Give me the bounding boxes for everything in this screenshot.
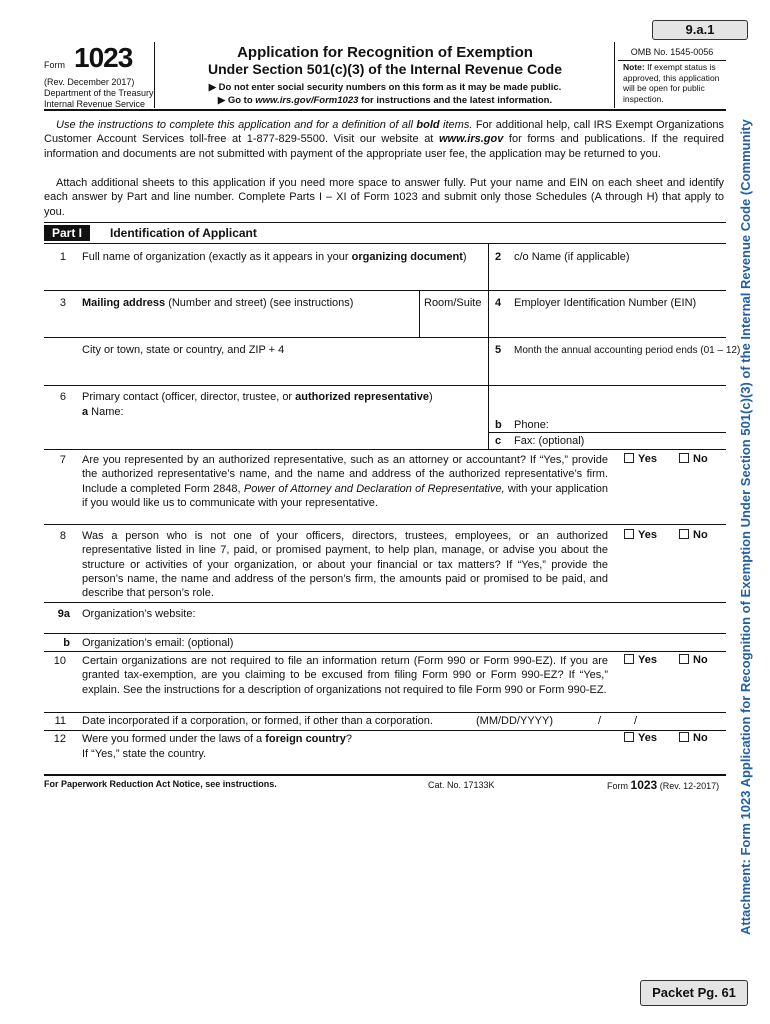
line-2-number: 2 — [495, 251, 502, 263]
line-6a-text: Name: — [88, 406, 124, 418]
intro-help-text: For additional help, call IRS Exempt Organizations Customer Account Services toll-free at 1-877-829-5500. Visit our website at — [44, 119, 724, 146]
form-revision: (Rev. December 2017) — [44, 77, 135, 87]
intro-paragraph-2: Attach additional sheets to this application if you need more space to answer fully. Put your name and EIN on each sheet and identify each answer by Part and line number. Complete Parts I – XI of Form 1023 and submit only those Schedules (A through H) that apply to you. — [44, 177, 724, 218]
line-2-label: c/o Name (if applicable) — [514, 251, 630, 263]
intro-italic-2: items. — [439, 119, 473, 131]
website-input[interactable] — [210, 605, 722, 631]
line-7-no-checkbox[interactable] — [679, 453, 689, 463]
line-1-text: Full name of organization (exactly as it appears in your — [82, 251, 352, 263]
line-7-text: Are you represented by an authorized representative, such as an attorney or accountant? If “Yes,” provide the authorized representative’s name, and the name and address of the authorized representative’s firm. Include a completed Form 2848, — [82, 454, 608, 495]
line-12-end: ? — [345, 733, 353, 745]
part-label: Part I — [44, 225, 90, 241]
line-8-number: 8 — [59, 530, 66, 542]
room-suite-input[interactable] — [422, 311, 486, 333]
line-9b-label: Organization’s email: (optional) — [82, 637, 234, 649]
line-1-number: 1 — [59, 251, 66, 263]
yes-label: Yes — [638, 453, 657, 465]
line-7-number: 7 — [59, 454, 66, 466]
omb-number: OMB No. 1545-0056 — [630, 47, 714, 57]
line-10-yes[interactable] — [624, 654, 657, 666]
line-8-no[interactable] — [679, 529, 708, 541]
footer-form-id — [607, 778, 719, 792]
line-6b-letter: b — [495, 419, 502, 431]
intro-paragraph-1 — [44, 118, 724, 161]
line-1-end: ) — [462, 251, 467, 263]
line-6c-letter: c — [495, 435, 502, 447]
form-number: 1023 — [74, 42, 133, 73]
line-1-label — [82, 250, 467, 264]
date-separator-1: / — [598, 715, 602, 727]
line-12-no[interactable] — [679, 732, 708, 744]
yes-label: Yes — [638, 654, 657, 666]
line-10-no-checkbox[interactable] — [679, 654, 689, 664]
intro-end-text: for forms and publications. If the required information and documents are not submitted with payment of the appropriate user fee, the application may be returned to you. — [44, 133, 725, 160]
line-10-label: Certain organizations are not required to file an information return (Form 990 or Form 990-EZ). If you are granted tax-exemption, are you claiming to be excused from filing Form 990 or Form 990-EZ? If “Yes,” explain. See the instructions for a description of organizations not required to file Form 990 or Form 990-EZ. — [82, 655, 608, 696]
city-label: City or town, state or country, and ZIP + 4 — [82, 344, 285, 356]
footer-revision: (Rev. 12-2017) — [659, 781, 720, 791]
footer-form-label: Form — [607, 781, 628, 791]
line-9a-rule — [44, 633, 726, 634]
attachment-sidebar-text: Attachment: Form 1023 Application for Recognition of Exemption Under Section 501(c)(3) of the Internal Revenue Code (Community — [738, 119, 753, 935]
intro-bold: bold — [416, 119, 440, 131]
part-bottom-rule — [44, 243, 726, 244]
incorporation-date-input[interactable] — [570, 713, 670, 728]
date-format-label: (MM/DD/YYYY) — [476, 715, 553, 727]
yes-label: Yes — [638, 732, 657, 744]
city-input[interactable] — [80, 358, 484, 382]
packet-page-badge: Packet Pg. 61 — [640, 980, 748, 1006]
line-1-bold: organizing document — [351, 251, 463, 263]
accounting-period-input[interactable] — [492, 358, 722, 382]
public-inspection-note — [623, 62, 727, 104]
room-suite-divider — [419, 291, 420, 337]
org-name-input[interactable] — [80, 265, 484, 287]
no-label: No — [693, 732, 708, 744]
form-title: Application for Recognition of Exemption — [237, 44, 533, 61]
mailing-address-input[interactable] — [80, 311, 416, 333]
line-6-end: ) — [429, 391, 433, 403]
row-rule-1 — [44, 290, 726, 291]
header-divider-right — [614, 42, 615, 108]
line-7-yes[interactable] — [624, 453, 657, 465]
grid-col-divider — [488, 244, 489, 450]
line-3-number: 3 — [59, 297, 66, 309]
ein-input[interactable] — [492, 311, 722, 333]
line-8-label: Was a person who is not one of your officers, directors, trustees, employees, or an authorized representative listed in line 7, paid, or promised payment, to help plan, manage, or advise you about the structure or activities of your organization, or about your financial or tax matters? If “Yes,” provide the person’s name, the name and address of the person’s firm, the amounts paid or promised to be paid, and describe that person’s role. — [82, 530, 608, 600]
irs-label: Internal Revenue Service — [44, 99, 146, 109]
footer-form-number: 1023 — [630, 778, 658, 792]
catalog-number: Cat. No. 17133K — [428, 780, 495, 790]
line-6-number: 6 — [59, 391, 66, 403]
form-label: Form — [44, 60, 65, 70]
instructions-link-line — [160, 95, 610, 106]
line-5-label: Month the annual accounting period ends (01 – 12) — [514, 345, 741, 356]
no-label: No — [693, 529, 708, 541]
room-suite-label: Room/Suite — [424, 297, 482, 309]
line-3-bold: Mailing address — [82, 297, 166, 309]
instructions-prefix: ▶ Go to — [217, 95, 256, 106]
intro-italic: Use the instructions to complete this application and for a definition of all — [56, 119, 417, 131]
line-12-yes[interactable] — [624, 732, 657, 744]
line-10-yes-checkbox[interactable] — [624, 654, 634, 664]
line-7-label — [82, 453, 608, 510]
line-7-yes-checkbox[interactable] — [624, 453, 634, 463]
line-12-label — [82, 732, 352, 746]
line-8-yes[interactable] — [624, 529, 657, 541]
header-bottom-rule — [44, 109, 726, 111]
line-6-bold: authorized representative — [295, 391, 430, 403]
ssn-warning: ▶ Do not enter social security numbers on this form as it may be made public. — [208, 82, 562, 93]
irs-form-link[interactable]: www.irs.gov/Form1023 — [255, 95, 359, 106]
line-12-text: Were you formed under the laws of a — [82, 733, 266, 745]
yes-label: Yes — [638, 529, 657, 541]
note-label: Note: — [623, 62, 645, 72]
line-6a-letter: a — [82, 406, 89, 418]
line-5-number: 5 — [495, 344, 502, 356]
line-12-yes-checkbox[interactable] — [624, 732, 634, 742]
line-3-text: (Number and street) (see instructions) — [165, 297, 354, 309]
line-10-number: 10 — [53, 655, 66, 667]
line-8-no-checkbox[interactable] — [679, 529, 689, 539]
instructions-suffix: for instructions and the latest information. — [358, 95, 553, 106]
line-9b-number: b — [63, 637, 70, 649]
line-12-bold: foreign country — [265, 733, 346, 745]
line-10-no[interactable] — [679, 654, 708, 666]
paperwork-notice: For Paperwork Reduction Act Notice, see instructions. — [44, 779, 277, 789]
line-11-number: 11 — [54, 715, 66, 727]
line-4-number: 4 — [495, 297, 502, 309]
line-6b-label: Phone: — [514, 419, 549, 431]
line-4-label: Employer Identification Number (EIN) — [514, 297, 697, 309]
phone-input[interactable] — [552, 416, 722, 431]
part-top-rule — [44, 222, 726, 223]
line-11-label: Date incorporated if a corporation, or formed, if other than a corporation. — [82, 715, 433, 727]
line-11-rule — [44, 730, 726, 731]
line-12-no-checkbox[interactable] — [679, 732, 689, 742]
line-6a-label — [82, 405, 124, 419]
line-7-end: with your application if you would like us to communicate with your representative. — [82, 482, 609, 509]
line-7-no[interactable] — [679, 453, 708, 465]
email-input[interactable] — [270, 635, 722, 649]
attachment-number-badge: 9.a.1 — [652, 20, 748, 40]
row-rule-2 — [44, 337, 726, 338]
line-6c-label: Fax: (optional) — [514, 435, 585, 447]
irs-website-link[interactable]: www.irs.gov — [438, 133, 504, 146]
fax-input[interactable] — [590, 433, 722, 448]
row-rule-3 — [44, 385, 726, 386]
line-12-sub-label: If “Yes,” state the country. — [82, 748, 207, 760]
line-8-rule — [44, 602, 726, 603]
omb-divider — [618, 60, 726, 61]
treasury-dept: Department of the Treasury — [44, 88, 154, 98]
line-9a-label: Organization’s website: — [82, 608, 196, 620]
line-9a-number: 9a — [57, 608, 70, 620]
form-subtitle: Under Section 501(c)(3) of the Internal Revenue Code — [208, 61, 562, 77]
no-label: No — [693, 453, 708, 465]
part-title: Identification of Applicant — [110, 226, 257, 240]
no-label: No — [693, 654, 708, 666]
line-6-label — [82, 390, 433, 404]
line-3-label — [82, 296, 353, 310]
foreign-country-input[interactable] — [240, 746, 620, 770]
line-8-yes-checkbox[interactable] — [624, 529, 634, 539]
date-separator-2: / — [634, 715, 638, 727]
co-name-input[interactable] — [492, 265, 722, 287]
note-text: If exempt status is approved, this application will be open for public inspection. — [623, 62, 720, 104]
line-7-italic: Power of Attorney and Declaration of Representative, — [243, 482, 505, 495]
line-12-number: 12 — [53, 733, 66, 745]
line-7-rule — [44, 524, 726, 525]
contact-name-input[interactable] — [124, 404, 484, 444]
line-9b-rule — [44, 651, 726, 652]
row-rule-4 — [44, 449, 726, 450]
line-6-text: Primary contact (officer, director, trustee, or — [82, 391, 296, 403]
header-divider-left — [154, 42, 155, 108]
footer-rule — [44, 774, 726, 776]
